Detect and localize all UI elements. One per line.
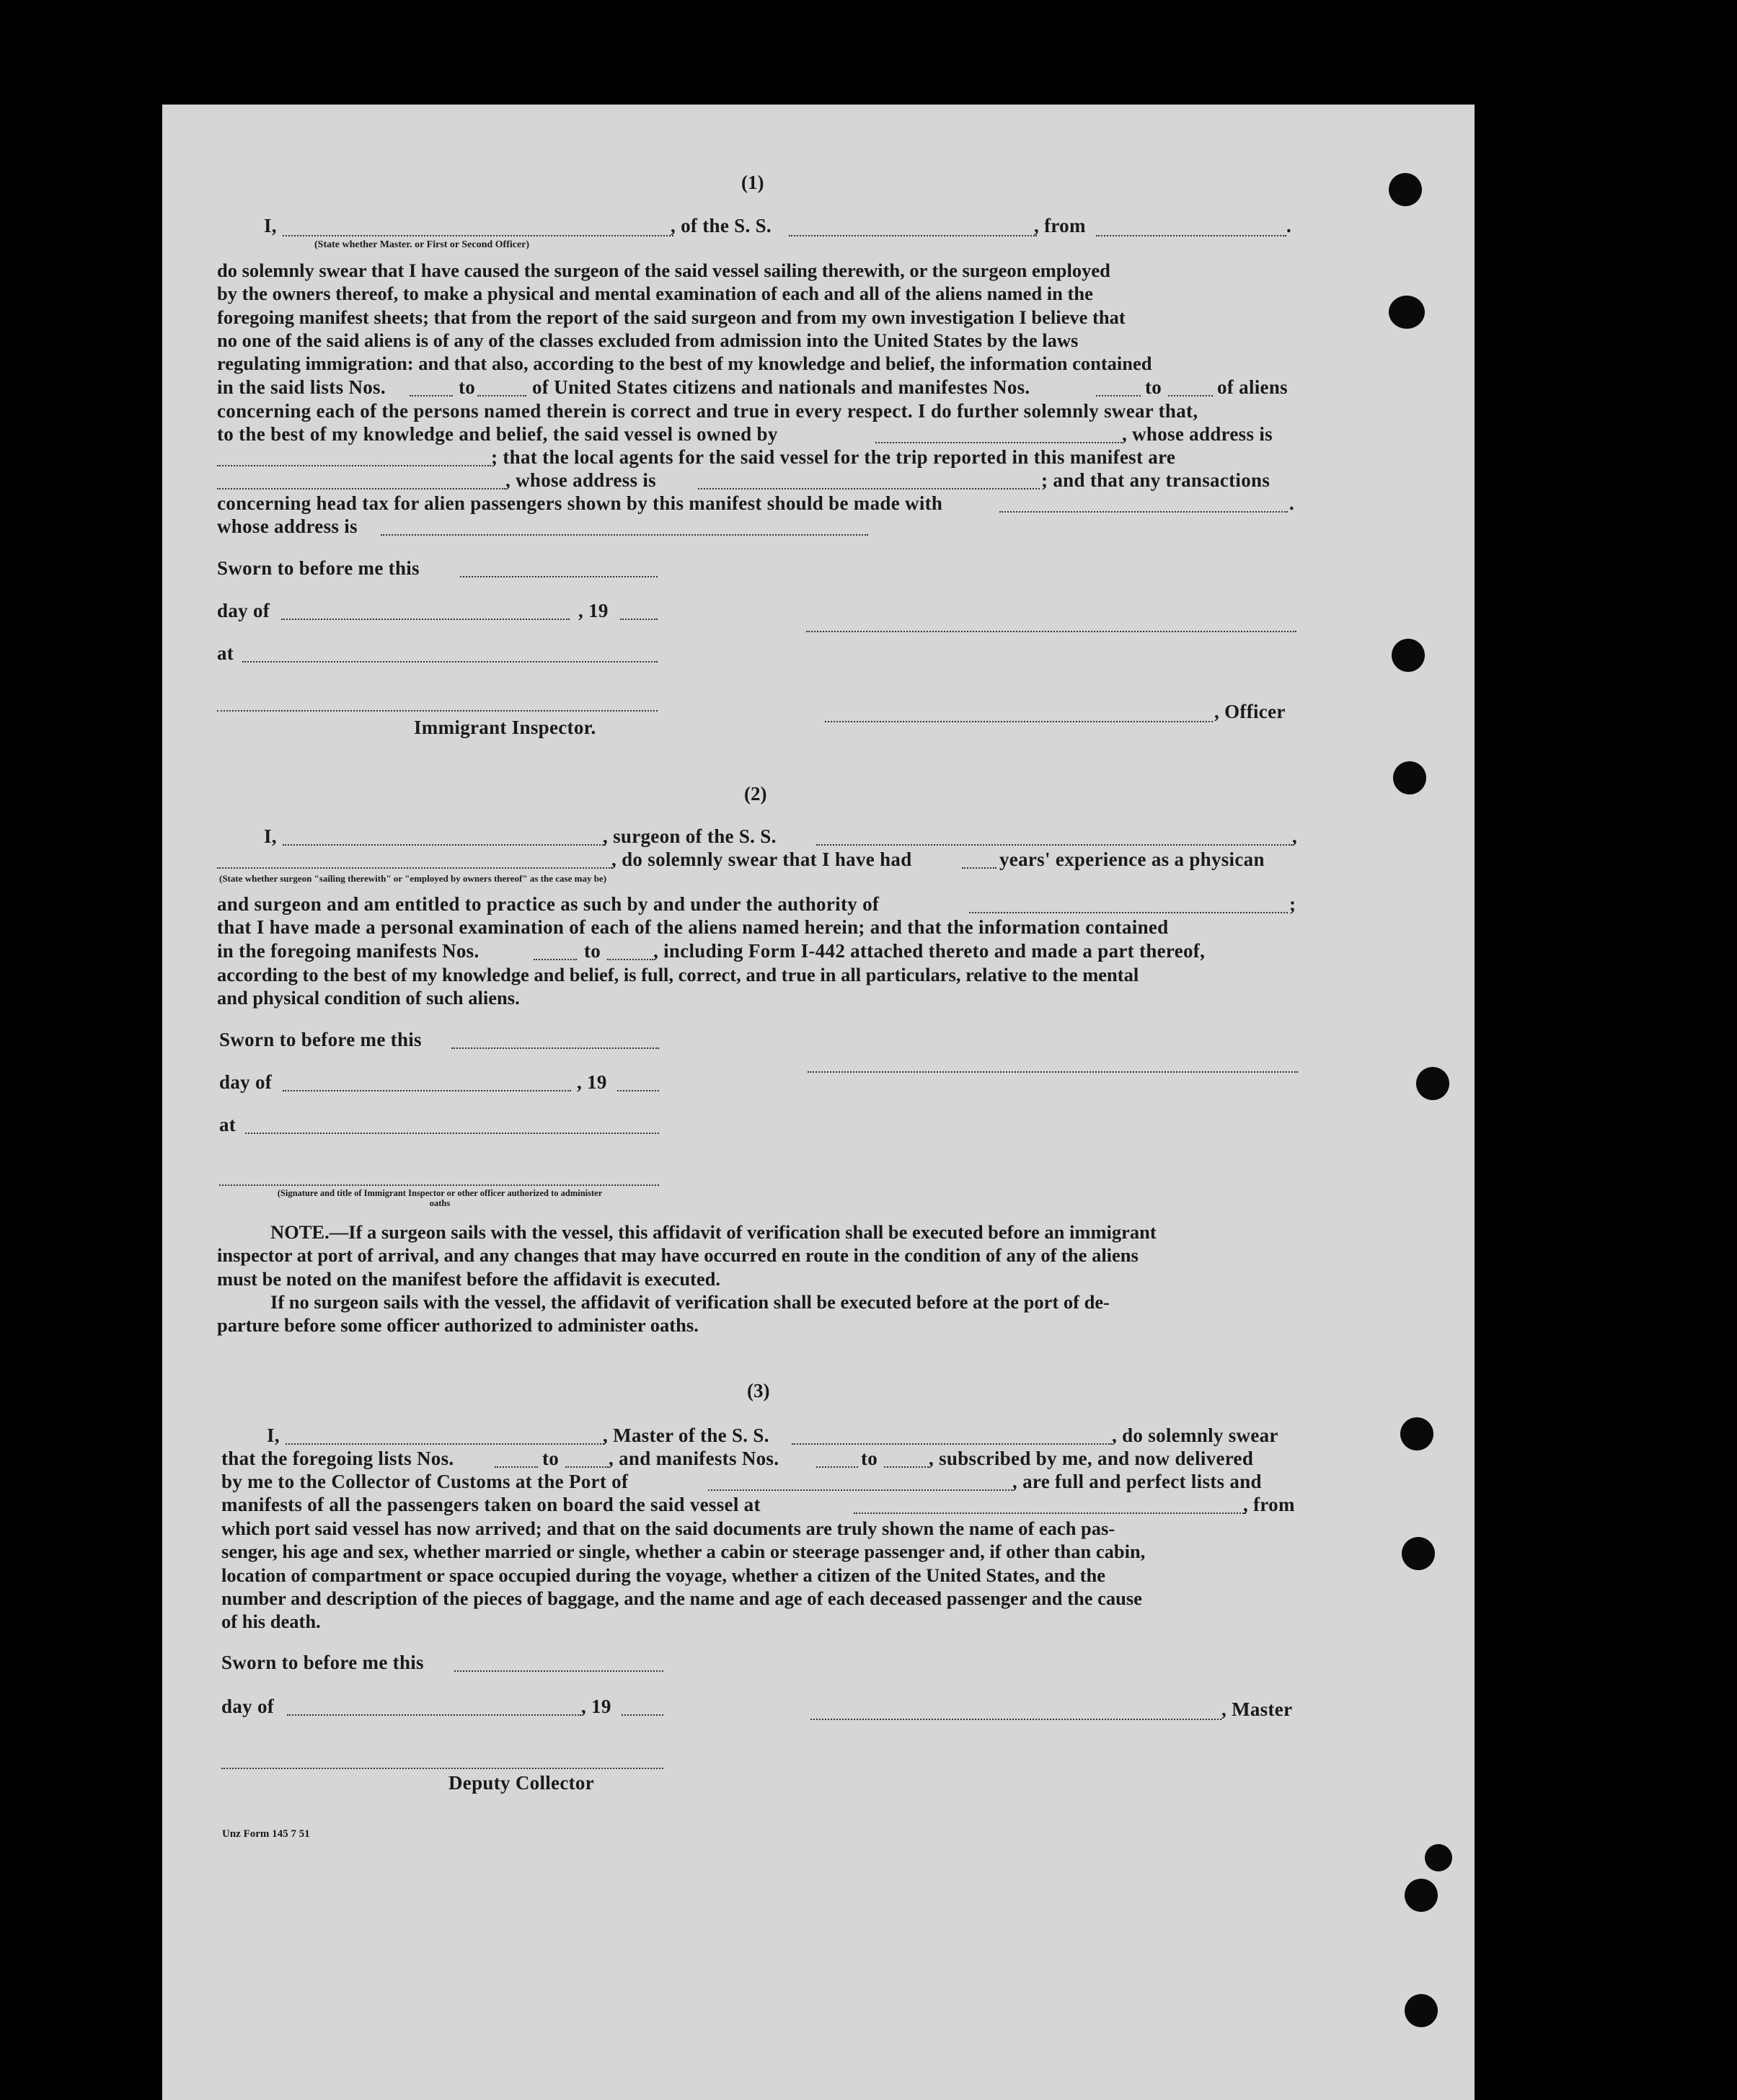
s1-lists-nos: in the said lists Nos. xyxy=(217,376,386,398)
s3-lists-nos: that the foregoing lists Nos. xyxy=(221,1448,454,1469)
blank xyxy=(454,1670,663,1672)
s1-signature-blank xyxy=(806,631,1296,632)
s2-i-label: I, xyxy=(264,825,277,847)
s3-master-of: , Master of the S. S. xyxy=(603,1425,769,1446)
s2-sig-caption: (Signature and title of Immigrant Inspector or other officer authorized to administer oaths xyxy=(277,1188,603,1208)
s3-day-of: day of xyxy=(221,1696,275,1717)
s2-day-of: day of xyxy=(219,1071,273,1093)
s1-sworn: Sworn to before me this xyxy=(217,557,420,579)
s1-ship-blank xyxy=(789,235,1037,236)
s3-master-sig-blank xyxy=(810,1719,1221,1720)
blank xyxy=(283,1090,571,1091)
blank xyxy=(617,1090,659,1091)
s1-headtax-address-blank xyxy=(381,534,868,536)
s3-manifests-nos: , and manifests Nos. xyxy=(609,1448,779,1469)
punch-hole xyxy=(1416,1067,1449,1100)
blank xyxy=(607,959,653,960)
s3-body-line: of his death. xyxy=(221,1611,321,1633)
note-line: NOTE.—If a surgeon sails with the vessel, this affidavit of verification shall be executed before an immigrant xyxy=(270,1221,1157,1243)
s1-body-line: regulating immigration: and that also, according to the best of my knowledge and belief, the information contained xyxy=(217,353,1152,375)
blank xyxy=(1168,395,1213,396)
s1-at: at xyxy=(217,642,234,664)
s1-address-blank xyxy=(217,465,491,466)
s2-note xyxy=(217,1220,1296,1337)
s1-agents-address-blank xyxy=(698,488,1040,489)
s1-from: , from xyxy=(1034,215,1086,236)
s1-owned-by: to the best of my knowledge and belief, the said vessel is owned by xyxy=(217,423,778,445)
punch-hole xyxy=(1393,761,1426,794)
s2-authority: and surgeon and am entitled to practice as such by and under the authority of xyxy=(217,893,880,915)
s1-agents-blank xyxy=(217,488,505,489)
s1-body-line: foregoing manifest sheets; that from the report of the said surgeon and from my own investigation I believe that xyxy=(217,306,1126,328)
s3-i-label: I, xyxy=(267,1425,280,1446)
s2-inspector-blank xyxy=(219,1184,659,1186)
punch-hole xyxy=(1389,296,1425,329)
s3-to: to xyxy=(861,1448,878,1469)
s3-collector-blank xyxy=(221,1768,663,1769)
s3-body-line: number and description of the pieces of baggage, and the name and age of each deceased passenger and the cause xyxy=(221,1587,1142,1609)
s1-body-line: by the owners thereof, to make a physical and mental examination of each and all of the aliens named in the xyxy=(217,283,1093,305)
s1-headtax-blank xyxy=(999,511,1288,513)
s2-to: to xyxy=(584,940,601,962)
s3-swear: , do solemnly swear xyxy=(1112,1425,1278,1446)
s1-day-of: day of xyxy=(217,600,270,621)
s1-inspector-blank xyxy=(217,710,658,712)
s1-paragraph xyxy=(217,259,1296,375)
s1-of-the-ss: , of the S. S. xyxy=(671,215,772,236)
s2-surgeon-of: , surgeon of the S. S. xyxy=(603,825,777,847)
blank xyxy=(460,576,658,577)
s1-officer-sig-blank xyxy=(825,721,1213,722)
s1-headtax: concerning head tax for alien passengers shown by this manifest should be made with xyxy=(217,492,943,514)
s3-collector: by me to the Collector of Customs at the Port of xyxy=(221,1471,629,1492)
s1-from-blank xyxy=(1096,235,1286,236)
blank xyxy=(287,1714,581,1716)
blank xyxy=(565,1466,609,1468)
period: . xyxy=(1289,492,1295,514)
section3-number: (3) xyxy=(747,1380,770,1401)
blank xyxy=(884,1466,929,1468)
s1-whose-address-2: , whose address is xyxy=(505,469,656,491)
s2-surgeon-blank xyxy=(283,844,606,846)
s2-sworn: Sworn to before me this xyxy=(219,1029,422,1050)
s1-citizens: of United States citizens and nationals and manifestes Nos. xyxy=(532,376,1030,398)
blank xyxy=(622,1714,663,1716)
note-line: parture before some officer authorized to administer oaths. xyxy=(217,1314,699,1337)
section2-number: (2) xyxy=(744,783,767,805)
s1-officer-blank xyxy=(283,235,673,236)
s3-deputy-collector: Deputy Collector xyxy=(448,1772,594,1794)
semicolon: ; xyxy=(1289,893,1296,915)
s3-port-blank xyxy=(708,1489,1012,1491)
s1-whose-address-3: whose address is xyxy=(217,515,358,537)
blank xyxy=(242,661,658,663)
s2-years-blank xyxy=(962,867,996,869)
s3-from: , from xyxy=(1243,1494,1295,1515)
s2-year: , 19 xyxy=(577,1071,607,1093)
s1-i-label: I, xyxy=(264,215,277,236)
note-line: inspector at port of arrival, and any changes that may have occurred en route in the condition of any of the aliens xyxy=(217,1244,1139,1267)
s3-body-line: senger, his age and sex, whether married or single, whether a cabin or steerage passenger and, if other than cabin, xyxy=(221,1541,1146,1563)
s1-body-line: do solemnly swear that I have caused the surgeon of the said vessel sailing therewith, or the surgeon employed xyxy=(217,260,1110,281)
punch-hole xyxy=(1402,1537,1435,1570)
s1-whose-address: , whose address is xyxy=(1122,423,1273,445)
section1-number: (1) xyxy=(741,172,764,193)
s2-authority-blank xyxy=(969,912,1288,913)
s1-to: to xyxy=(459,376,476,398)
blank xyxy=(451,1047,659,1049)
s1-owner-blank xyxy=(875,442,1122,443)
blank xyxy=(495,1466,538,1468)
s2-caption: (State whether surgeon "sailing therewith" or "employed by owners thereof" as the case may be) xyxy=(219,873,607,884)
punch-hole xyxy=(1405,1994,1438,2027)
s3-taken-on-board: manifests of all the passengers taken on board the said vessel at xyxy=(221,1494,761,1515)
blank xyxy=(1096,395,1141,396)
s2-years: years' experience as a physican xyxy=(999,849,1265,870)
s2-body-line: according to the best of my knowledge and belief, is full, correct, and true in all particulars, relative to the mental xyxy=(217,964,1139,985)
s1-to: to xyxy=(1145,376,1162,398)
punch-hole xyxy=(1392,639,1425,672)
s2-body-line: and physical condition of such aliens. xyxy=(217,987,520,1009)
s2-manifests: in the foregoing manifests Nos. xyxy=(217,940,479,962)
s2-ship-blank xyxy=(816,844,1292,846)
s3-to: to xyxy=(542,1448,560,1469)
blank xyxy=(534,959,577,960)
s2-at: at xyxy=(219,1114,237,1135)
s3-master-blank xyxy=(286,1443,604,1445)
period: . xyxy=(1286,215,1292,236)
s1-body-line: no one of the said aliens is of any of the classes excluded from admission into the United States by the laws xyxy=(217,329,1079,351)
s1-caption: (State whether Master. or First or Second Officer) xyxy=(314,239,530,250)
s1-immigrant-inspector: Immigrant Inspector. xyxy=(414,717,596,738)
s1-agents: ; that the local agents for the said vessel for the trip reported in this manifest are xyxy=(491,446,1176,468)
blank xyxy=(816,1466,858,1468)
punch-hole xyxy=(1425,1844,1452,1871)
blank xyxy=(477,395,526,396)
s3-sworn: Sworn to before me this xyxy=(221,1652,424,1673)
blank xyxy=(281,619,570,620)
s2-sailing-blank xyxy=(217,867,612,869)
blank xyxy=(245,1133,659,1134)
blank xyxy=(620,619,658,620)
note-line: must be noted on the manifest before the affidavit is executed. xyxy=(217,1267,721,1290)
punch-hole xyxy=(1389,173,1422,206)
blank xyxy=(410,395,453,396)
s1-concerning: concerning each of the persons named therein is correct and true in every respect. I do further solemnly swear that, xyxy=(217,400,1198,422)
comma: , xyxy=(1292,825,1298,847)
s1-officer: , Officer xyxy=(1214,701,1286,722)
s3-full-perfect: , are full and perfect lists and xyxy=(1012,1471,1262,1492)
s3-paragraph xyxy=(221,1517,1296,1633)
note-line: If no surgeon sails with the vessel, the affidavit of verification shall be executed before at the port of de- xyxy=(270,1290,1110,1313)
s3-master: , Master xyxy=(1221,1698,1293,1720)
s1-transactions: ; and that any transactions xyxy=(1041,469,1270,491)
punch-hole xyxy=(1400,1417,1433,1450)
s3-subscribed: , subscribed by me, and now delivered xyxy=(929,1448,1254,1469)
punch-hole xyxy=(1405,1879,1438,1912)
s1-of-aliens: of aliens xyxy=(1217,376,1288,398)
s2-form-i442: , including Form I-442 attached thereto and made a part thereof, xyxy=(653,940,1206,962)
s1-year: , 19 xyxy=(578,600,609,621)
s3-body-line: which port said vessel has now arrived; and that on the said documents are truly shown the name of each pas- xyxy=(221,1518,1115,1539)
s2-paragraph xyxy=(217,963,1296,1010)
s2-signature-blank xyxy=(808,1071,1298,1073)
s3-ship-blank xyxy=(792,1443,1112,1445)
s3-body-line: location of compartment or space occupied during the voyage, whether a citizen of the United States, and the xyxy=(221,1564,1106,1586)
s3-year: , 19 xyxy=(581,1696,611,1717)
s2-swear: , do solemnly swear that I have had xyxy=(611,849,912,870)
s3-vessel-at-blank xyxy=(854,1512,1246,1514)
form-number: Unz Form 145 7 51 xyxy=(222,1828,310,1840)
s2-examination: that I have made a personal examination of each of the aliens named herein; and that the information contained xyxy=(217,916,1169,938)
